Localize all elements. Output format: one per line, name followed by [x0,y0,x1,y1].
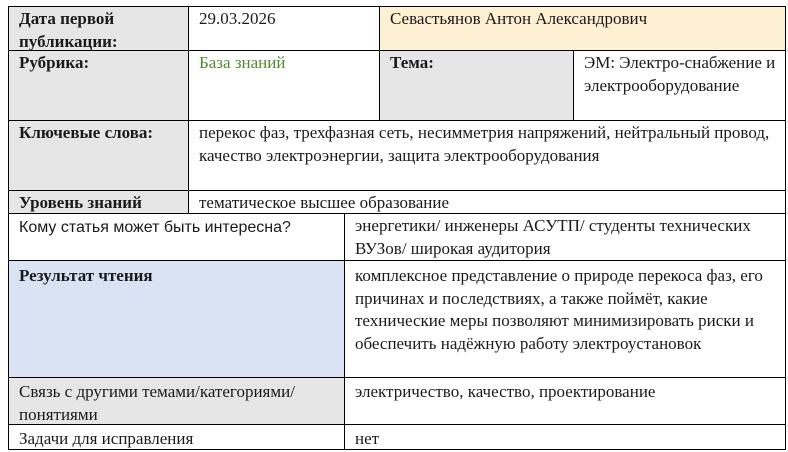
keywords-value: перекос фаз, трехфазная сеть, несимметрия напряжений, нейтральный провод, качество электроэнергии, защита электрооборудования [188,120,786,191]
related-topics-value: электричество, качество, проектирование [344,377,786,425]
reading-result-value: комплексное представление о природе перекоса фаз, его причинах и последствиях, а также поймёт, какие технические меры позволяют минимизировать риски и обеспечить надёжную работу электроустановок [344,260,786,378]
author-name: Севастьянов Антон Александрович [379,6,786,51]
topic-label: Тема: [379,50,574,121]
audience-label: Кому статья может быть интересна? [8,213,345,261]
topic-value: ЭМ: Электро-снабжение и электрооборудование [573,50,786,121]
rubric-label: Рубрика: [8,50,189,121]
audience-value: энергетики/ инженеры АСУТП/ студенты технических ВУЗов/ широкая аудитория [344,213,786,261]
pub-date-label: Дата первой публикации: [8,6,189,51]
rubric-value: База знаний [188,50,380,121]
pub-date-value: 29.03.2026 [188,6,380,51]
knowledge-level-label: Уровень знаний [8,190,189,214]
knowledge-level-value: тематическое высшее образование [188,190,786,214]
related-topics-label: Связь с другими темами/категориями/понятиями [8,377,345,425]
fix-tasks-label: Задачи для исправления [8,424,345,450]
fix-tasks-value: нет [344,424,786,450]
keywords-label: Ключевые слова: [8,120,189,191]
reading-result-label: Результат чтения [8,260,345,378]
